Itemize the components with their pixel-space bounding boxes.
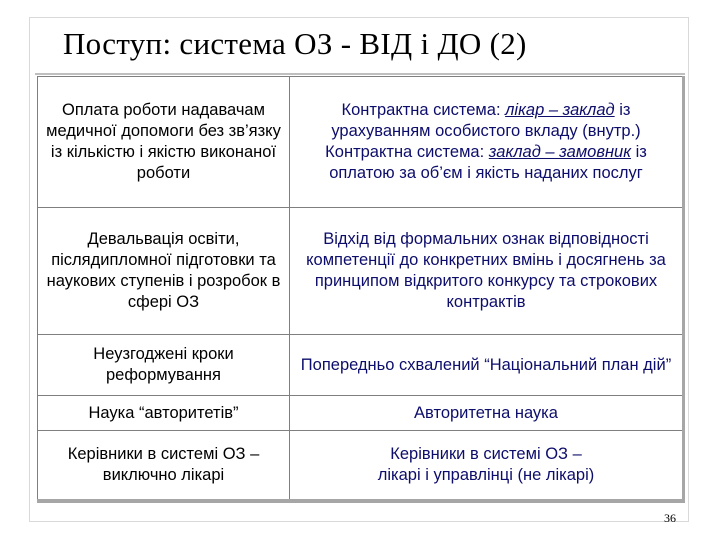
table-row (38, 208, 684, 335)
to-cell (290, 431, 684, 502)
to-cell: Попередньо схвалений “Національний план дій” (290, 335, 684, 396)
text-run: Контрактна система: (341, 101, 506, 119)
table-row (38, 77, 684, 208)
text-run: Контрактна система: (325, 143, 489, 161)
slide-title: Поступ: система ОЗ - ВІД і ДО (2) (63, 26, 527, 61)
to-cell-paragraph: лікарі і управлінці (не лікарі) (377, 466, 595, 484)
from-cell: Неузгоджені кроки реформування (38, 335, 290, 396)
table-row (38, 431, 684, 502)
from-cell: Наука “авторитетів” (38, 396, 290, 431)
from-cell: Керівники в системі ОЗ – виключно лікарі (38, 431, 290, 502)
emphasis-text: заклад – замовник (488, 143, 631, 161)
emphasis-text: лікар – заклад (505, 101, 615, 119)
table-row (38, 396, 684, 431)
to-cell: Авторитетна наука (290, 396, 684, 431)
to-cell (290, 77, 684, 208)
to-cell-paragraph (293, 100, 679, 142)
to-cell: Відхід від формальних ознак відповідності компетенції до конкретних вмінь і досягнень за принципом відкритого конкурсу та строкових контрактів (290, 208, 684, 335)
to-cell-paragraph (293, 142, 679, 184)
from-cell: Девальвація освіти, післядипломної підготовки та наукових ступенів і розробок в сфері ОЗ (38, 208, 290, 335)
from-cell: Оплата роботи надавачам медичної допомоги без зв’язку із кількістю і якістю виконаної роботи (38, 77, 290, 208)
text-run: із оплатою за об’єм і якість наданих послуг (329, 143, 647, 182)
text-run: із урахуванням особистого вкладу (внутр.) (331, 101, 641, 140)
page-number: 36 (664, 511, 676, 525)
comparison-table (37, 76, 685, 503)
to-cell-paragraph: Керівники в системі ОЗ – (390, 445, 582, 463)
title-divider (35, 73, 685, 75)
table-row (38, 335, 684, 396)
